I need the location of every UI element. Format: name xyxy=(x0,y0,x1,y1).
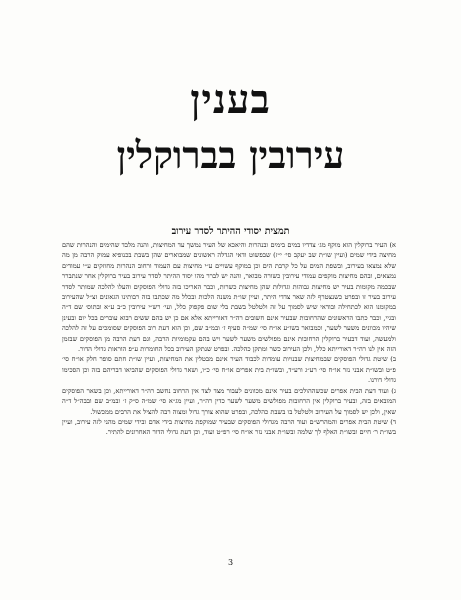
body-text xyxy=(62,240,396,438)
page-number: 3 xyxy=(227,558,234,567)
document-subtitle: עירובין בברוקלין xyxy=(116,133,345,177)
section-heading: תמצית יסודי ההיתר לסדר עירוב xyxy=(171,226,290,237)
paragraph-a: א) העיר ברוקלין הוא מוקף מג׳ צדדיו במים בימים ובנהרות והיאכא של העיר נמשך עד המחיצות, והנה מלבד שהימים והנהרות שהם מחיצה בידי שמים (ועיין שו״ת שב יעקב סי׳ י״ז) שבפשוט ודאי הגדלה ראשונים שמבוארים שהן בשבת בכנופיא עמוק הרבה מן מה שלא נמצאו בעירוב, ובשפת המים על כל קרבת הים וכן במוקף עשויים ע״י מחיצות עם העמוד ורחוב הנהרות מחוזקים ע״י עמודים נמצאים, ובהם מחיצות מוקפים עמודי עירובין כשורה מבואר, והנה יש לברר מהו יסוד ההיתר לסדר עירוב בעיר ברוקלין אחר שנתברר שבכמה מקומות בעיר יש מחיצות גבוהות וגדולות שהן מחיצות כשרות, וכבר האריכו בזה גדולי הפוסקים והעלו להלכה שמותר לסדר עירוב בעיר זו ובפרט כשנצטרף לזה שאר צדדי היתר, ועיין שו״ת משנה הלכות ובכלל מה שכתבו בזה רבותינו הגאונים זצ״ל שהעירוב במקומנו הוא לכתחילה ובודאי שיש לסמוך על זה ולטלטל בשבת בלי שום פקפוק כלל, ועי׳ רש״י עירובין כ״ב ע״א ובתוס׳ שם ד״ה ובגיי, וכבר כתבו הראשונים שהרחובות שבעיר אינם חשובים רה״ר דאורייתא אלא אם כן יש בהם ששים רבוא עוברים בכל יום ובעינן שיהיו מכוונים משער לשער, וכמבואר בשו״ע או״ח סי׳ שמ״ה סעיף ז׳ ובמ״ב שם, וכן הוא דעת רוב הפוסקים שסומכים על זה להלכה ולמעשה, ועוד דבעיר ברוקלין הרחובות אינם מפולשים משער לשער ויש בהם עקמומיות הרבה, וגם דעת הרבה מן הפוסקים שבזמן הזה אין לנו רה״ר דאורייתא כלל, ולכן העירוב כשר ומתקן כהלכה. ובפרט שנתקן העירוב בכל החומרות ע״פ הוראות גדולי הדור. xyxy=(62,241,396,354)
paragraph-d: ד) שיטת הבית אפרים והמהרש״ם ועוד הרבה מגדולי הפוסקים שבעיר שמוקפת מחיצות בידי אדם ובידי שמים מהני לזה עירוב, ועיין בשו״ת ר׳ חיים ובשו״ת האלף לך שלמה ובשו״ת אבני נזר או״ח סי׳ רפ״ט ועוד, וכן דעת גדולי הדור האחרונים להתיר. xyxy=(62,417,396,437)
document-title: בענין xyxy=(190,76,271,123)
paragraph-c: ג) ועוד דעת הבית אפרים שכשההולכים בעיר אינם מכוונים לעבור מצד לצד אין הרחוב נחשב רה״ר דאורייתא, וכן בשאר הפוסקים המובאים בזה, ובעיר ברוקלין אין הרחובות מפולשים משער לשער כדין רה״ר, ועיין מג״א סי׳ שמ״ה ס״ק ז׳ ובמ״ב שם ובבה״ל ד״ה שאין, ולכן יש לסמוך על העירוב ולטלטל בו בשבת כהלכה, ובפרט שהוא צורך גדול ומצוה רבה להציל את הרבים ממכשול. xyxy=(62,386,396,416)
paragraph-b: ב) שיטת גדולי הפוסקים שבמחיצות שבנויות עומדות לכבוד העיר אינם מבטלין את המחיצות, ועיין שו״ת חתם סופר חלק או״ח סי׳ פ״ט ובשו״ת אבני נזר או״ח סי׳ רע״ג ורע״ד, ובשו״ת בית אפרים או״ח סי׳ כ״ו, ושאר גדולי הפוסקים שהביאו דבריהם בזה וכן הסכימו גדולי דורנו. xyxy=(62,355,396,385)
